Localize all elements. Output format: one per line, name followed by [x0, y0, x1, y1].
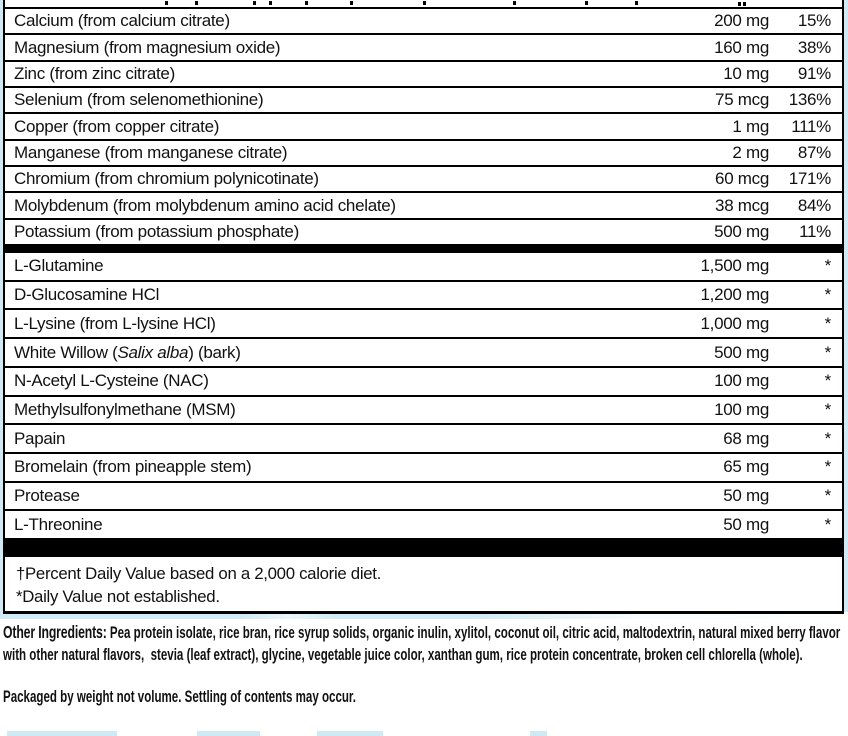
ingredient-daily-value: 11% — [799, 221, 831, 241]
table-row — [5, 114, 842, 140]
footnotes — [5, 557, 842, 609]
table-row — [5, 454, 842, 483]
supplements-section — [5, 253, 842, 540]
ingredient-name: Zinc (from zinc citrate) — [14, 63, 175, 83]
table-row — [5, 167, 842, 193]
ingredient-amount: 75 mcg — [715, 90, 769, 110]
ingredient-amount: 1,500 mg — [700, 256, 769, 276]
background-fragment — [197, 731, 260, 736]
cropped-row-top — [5, 0, 842, 9]
table-row — [5, 339, 842, 368]
footnote-not-established: *Daily Value not established. — [16, 587, 220, 607]
ingredient-name: Calcium (from calcium citrate) — [14, 11, 230, 31]
table-row — [5, 368, 842, 397]
ingredient-daily-value: 15% — [797, 11, 831, 31]
ingredient-daily-value: * — [824, 514, 831, 534]
ingredient-daily-value: * — [824, 371, 831, 391]
ingredient-daily-value: * — [824, 313, 831, 333]
ingredient-daily-value: 91% — [797, 63, 831, 83]
ingredient-amount: 1 mg — [732, 116, 769, 136]
ingredient-daily-value: 136% — [788, 90, 831, 110]
ingredient-amount: 65 mg — [723, 457, 769, 477]
table-row — [5, 9, 842, 35]
ingredient-name: Molybdenum (from molybdenum amino acid chelate) — [14, 195, 396, 215]
ingredient-daily-value: 38% — [797, 37, 831, 57]
ingredient-amount: 50 mg — [723, 514, 769, 534]
ingredient-daily-value: 171% — [788, 169, 831, 189]
table-row — [5, 88, 842, 114]
ingredient-amount: 160 mg — [714, 37, 769, 57]
ingredient-daily-value: 84% — [797, 195, 831, 215]
table-row — [5, 220, 842, 246]
supplement-facts-table — [3, 0, 844, 614]
ingredient-name: Manganese (from manganese citrate) — [14, 142, 288, 162]
background-fragment — [317, 731, 383, 736]
table-row — [5, 282, 842, 311]
table-row — [5, 141, 842, 167]
table-row — [5, 511, 842, 540]
footnote-divider-bar — [5, 540, 842, 557]
ingredient-name: Protease — [14, 485, 80, 505]
ingredient-amount: 100 mg — [714, 371, 769, 391]
ingredient-daily-value: * — [824, 428, 831, 448]
ingredient-daily-value: * — [824, 485, 831, 505]
section-divider-bar — [5, 246, 842, 253]
background-fragment — [530, 731, 547, 736]
background-edge-right — [844, 0, 848, 619]
table-row — [5, 253, 842, 282]
cropped-text-fragments — [165, 1, 168, 5]
ingredient-amount: 10 mg — [723, 63, 769, 83]
packaging-note: Packaged by weight not volume. Settling of contents may occur. — [3, 688, 356, 706]
ingredient-name: Selenium (from selenomethionine) — [14, 90, 264, 110]
ingredient-daily-value: * — [824, 457, 831, 477]
ingredient-name: Methylsulfonylmethane (MSM) — [14, 399, 236, 419]
minerals-section — [5, 9, 842, 246]
ingredient-name: Bromelain (from pineapple stem) — [14, 457, 252, 477]
table-row — [5, 397, 842, 426]
ingredient-amount: 2 mg — [732, 142, 769, 162]
ingredient-daily-value: * — [824, 285, 831, 305]
ingredient-amount: 1,200 mg — [700, 285, 769, 305]
ingredient-name: L-Glutamine — [14, 256, 104, 276]
ingredient-amount: 38 mcg — [715, 195, 769, 215]
ingredient-amount: 68 mg — [723, 428, 769, 448]
ingredient-daily-value: * — [824, 342, 831, 362]
other-ingredients-label: Other Ingredients: — [3, 622, 107, 642]
bottom-text-block — [3, 621, 845, 708]
ingredient-amount: 100 mg — [714, 399, 769, 419]
table-row — [5, 483, 842, 512]
ingredient-daily-value: 111% — [791, 116, 831, 136]
ingredient-daily-value: 87% — [797, 142, 831, 162]
other-ingredients-paragraph — [3, 621, 845, 666]
ingredient-daily-value: * — [824, 256, 831, 276]
ingredient-name: Copper (from copper citrate) — [14, 116, 220, 136]
ingredient-name: N-Acetyl L-Cysteine (NAC) — [14, 371, 209, 391]
ingredient-name: D-Glucosamine HCl — [14, 285, 160, 305]
ingredient-name: L-Threonine — [14, 514, 103, 534]
table-row — [5, 62, 842, 88]
table-row — [5, 35, 842, 61]
footnote-daily-value: †Percent Daily Value based on a 2,000 calorie diet. — [16, 563, 382, 583]
ingredient-amount: 1,000 mg — [700, 313, 769, 333]
ingredient-amount: 60 mcg — [715, 169, 769, 189]
other-ingredients-text: Pea protein isolate, rice bran, rice syrup solids, organic inulin, xylitol, coconut oil, citric acid, maltodextrin, natural mixed berry flavor with other natural flavors, stevia (leaf extract), glycine, vegetable juice color, xanthan gum, rice protein concentrate, broken cell chlorella (whole). — [3, 624, 844, 664]
ingredient-name: L-Lysine (from L-lysine HCl) — [14, 313, 216, 333]
ingredient-name: White Willow (Salix alba) (bark) — [14, 342, 241, 362]
background-fragment — [7, 731, 117, 736]
ingredient-daily-value: * — [824, 399, 831, 419]
ingredient-name: Potassium (from potassium phosphate) — [14, 221, 299, 241]
ingredient-amount: 200 mg — [714, 11, 769, 31]
ingredient-name: Chromium (from chromium polynicotinate) — [14, 169, 319, 189]
table-row — [5, 310, 842, 339]
ingredient-name: Magnesium (from magnesium oxide) — [14, 37, 281, 57]
ingredient-amount: 500 mg — [714, 342, 769, 362]
ingredient-amount: 50 mg — [723, 485, 769, 505]
table-row — [5, 193, 842, 219]
table-row — [5, 425, 842, 454]
ingredient-amount: 500 mg — [714, 221, 769, 241]
ingredient-name: Papain — [14, 428, 66, 448]
